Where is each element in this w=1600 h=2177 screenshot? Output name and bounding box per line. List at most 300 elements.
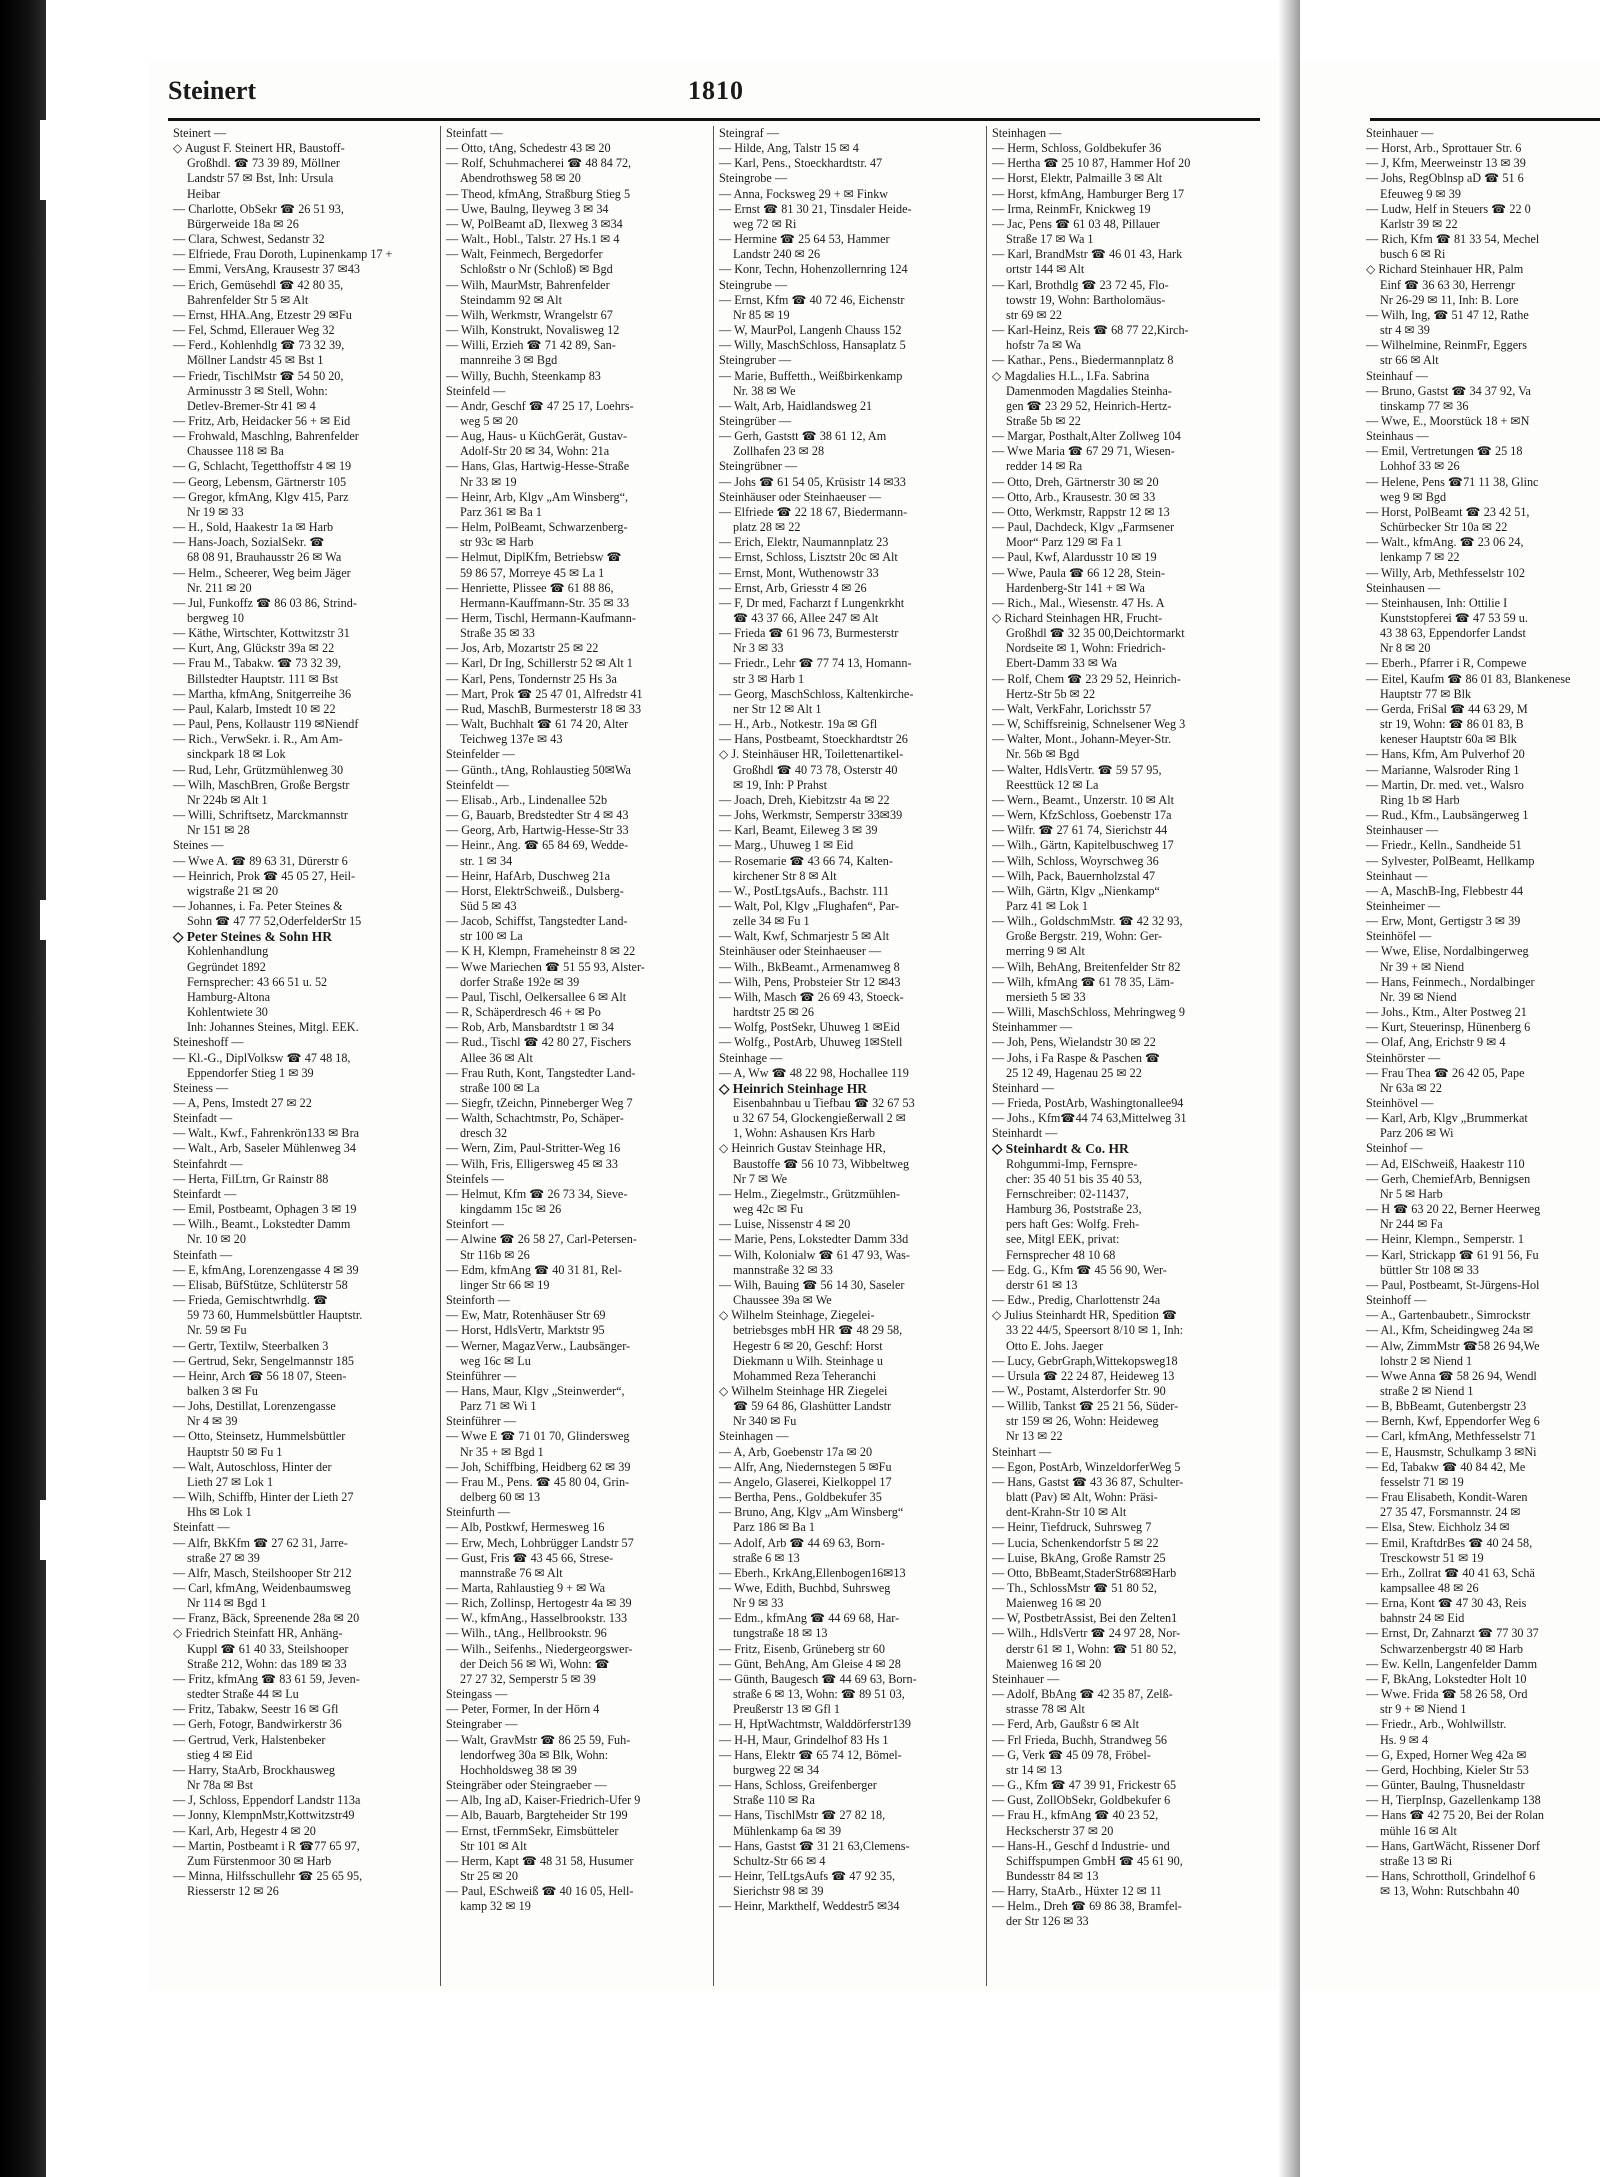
entry-line: — Friedr, TischlMstr ☎ 54 50 20, [173,368,344,383]
entry-line: — Irma, ReinmFr, Knickweg 19 [992,201,1151,216]
entry-line: — Horst, PolBeamt ☎ 23 42 51, [1366,504,1530,519]
entry-line: — Rob, Arb, Mansbardtstr 1 ✉ 34 [446,1020,614,1035]
entry-line: str. 1 ✉ 34 [460,853,513,868]
entry-line: str 69 ✉ 22 [1006,307,1062,322]
entry-line: Nordseite ✉ 1, Wohn: Friedrich- [1006,641,1166,656]
entry-line: lenkamp 7 ✉ 22 [1380,550,1460,565]
entry-line: Steinfath — [173,1247,233,1262]
entry-line: — Paul, Postbeamt, St-Jürgens-Hol [1366,1277,1540,1292]
entry-line: platz 28 ✉ 22 [733,520,801,535]
entry-line: Chaussee 118 ✉ Ba [187,444,284,459]
entry-line: — Rolf, Chem ☎ 23 29 52, Heinrich- [992,671,1181,686]
entry-line: — Paul, ESchweiß ☎ 40 16 05, Hell- [446,1884,634,1899]
entry-line: Steinhaut — [1366,868,1428,883]
entry-line: — Erich, Gemüsehdl ☎ 42 80 35, [173,277,344,292]
entry-line: mannstraße 76 ✉ Alt [460,1565,563,1580]
entry-line: Nr 39 + ✉ Niend [1380,959,1465,974]
entry-line: — Heinr, Markthelf, Weddestr5 ✉34 [719,1899,900,1914]
entry-line: — Alfr, Ang, Niedernstegen 5 ✉Fu [719,1459,892,1474]
entry-line: — Helmut, Kfm ☎ 26 73 34, Sieve- [446,1186,628,1201]
entry-line: Steinfahrdt — [173,1156,243,1171]
entry-line: — Wilh, kfmAng ☎ 61 78 35, Läm- [992,974,1175,989]
entry-line: — Georg, Arb, Hartwig-Hesse-Str 33 [446,823,629,838]
entry-line: Nr 19 ✉ 33 [187,504,244,519]
entry-line: Hauptstr 77 ✉ Blk [1380,686,1472,701]
entry-line: Ring 1b ✉ Harb [1380,792,1460,807]
entry-line: — Mart, Prok ☎ 25 47 01, Alfredstr 41 [446,686,643,701]
entry-line: — Friedr., Arb., Wohlwillstr. [1366,1717,1507,1732]
entry-line: — Gerda, FriSal ☎ 44 63 29, M [1366,701,1528,716]
entry-line: — Walter, Mont., Johann-Meyer-Str. [992,732,1172,747]
entry-line: Nr 3 ✉ 33 [733,641,784,656]
entry-line: Str 116b ✉ 26 [460,1247,530,1262]
entry-line: Steingraber — [446,1717,518,1732]
entry-line: — A, Ww ☎ 48 22 98, Hochallee 119 [719,1065,909,1080]
entry-line: Steinhäuser oder Steinhaeuser — [719,944,882,959]
entry-line: — Wilh., Seifenhs., Niedergeorgswer- [446,1641,633,1656]
entry-line: mersieth 5 ✉ 33 [1006,989,1086,1004]
entry-line: — Gust, ZollObSekr, Goldbekufer 6 [992,1793,1171,1808]
entry-line: weg 72 ✉ Ri [733,216,797,231]
entry-line: Große Bergstr. 219, Wohn: Ger- [1006,929,1163,944]
entry-line: — Bruno, Gastst ☎ 34 37 92, Va [1366,383,1531,398]
entry-line: busch 6 ✉ Ri [1380,247,1446,262]
entry-line: — Andr, Geschf ☎ 47 25 17, Loehrs- [446,398,634,413]
running-head-name: Steinert [168,76,257,105]
entry-line: — Ernst, Mont, Wuthenowstr 33 [719,565,879,580]
entry-line: — Hans, Gastst ☎ 43 36 87, Schulter- [992,1474,1184,1489]
page-number: 1810 [688,76,744,105]
entry-line: Steinheimer — [1366,898,1441,913]
entry-line: — Helm, PolBeamt, Schwarzenberg- [446,520,628,535]
entry-line: burgweg 22 ✉ 34 [733,1762,820,1777]
entry-line: Steingraf — [719,126,779,140]
entry-line: Riesserstr 12 ✉ 26 [187,1884,279,1899]
entry-line: — Helm., Ziegelmstr., Grützmühlen- [719,1186,901,1201]
entry-line: — Joach, Dreh, Kiebitzstr 4a ✉ 22 [719,792,890,807]
entry-line: — Georg, Lebensm, Gärtnerstr 105 [173,474,347,489]
entry-line: Hertz-Str 5b ✉ 22 [1006,686,1096,701]
entry-line: — Karl, Arb, Hegestr 4 ✉ 20 [173,1823,316,1838]
entry-line: Kuppl ☎ 61 40 33, Steilshooper [187,1641,349,1656]
entry-line: ☎ 43 37 66, Allee 247 ✉ Alt [733,611,879,625]
entry-line: ◇ Julius Steinhardt HR, Spedition ☎ [992,1308,1178,1323]
entry-line: redder 14 ✉ Ra [1006,459,1083,474]
entry-line: Steinhardt — [992,1126,1058,1141]
entry-line: Baustoffe ☎ 56 10 73, Wibbeltweg [733,1156,910,1171]
entry-line: — Wolfg., PostArb, Uhuweg 1✉Stell [719,1035,903,1050]
page-header [168,76,1258,116]
entry-line: — Karl, Strickapp ☎ 61 91 56, Fu [1366,1247,1539,1262]
entry-line: Nr 33 ✉ 19 [460,474,517,489]
entry-line: — Hans, GartWächt, Rissener Dorf [1366,1838,1540,1853]
entry-line: Steinhart — [992,1444,1052,1459]
entry-line: — Gust, Fris ☎ 43 45 66, Strese- [446,1550,614,1565]
entry-line: — Wilh, Fris, Elligersweg 45 ✉ 33 [446,1156,618,1171]
entry-line: ortstr 144 ✉ Alt [1006,262,1085,277]
entry-line: — Walt, Feinmech, Bergedorfer [446,247,603,262]
entry-line: — Aug, Haus- u KüchGerät, Gustav- [446,429,628,444]
entry-line: — Harry, StaArb, Brockhausweg [173,1762,336,1777]
entry-line: — Otto, Steinsetz, Hummelsbüttler [173,1429,346,1444]
entry-line: — Hans, Gastst ☎ 31 21 63,Clemens- [719,1838,910,1853]
entry-line: mannreihe 3 ✉ Bgd [460,353,558,368]
entry-line: Nr 78a ✉ Bst [187,1778,254,1793]
entry-line: — Frl Frieda, Buchh, Strandweg 56 [992,1732,1168,1747]
entry-line: Steinhard — [992,1080,1054,1095]
entry-line: — Frohwald, Maschlng, Bahrenfelder [173,429,359,444]
entry-line: cher: 35 40 51 bis 35 40 53, [1006,1171,1143,1186]
entry-line: — Emil, Postbeamt, Ophagen 3 ✉ 19 [173,1202,357,1217]
entry-line: — H, HptWachtmstr, Walddörferstr139 [719,1717,911,1732]
entry-line: ✉ 19, Inh: P Prahst [733,777,828,792]
entry-line: — Johs, Destillat, Lorenzengasse [173,1399,336,1414]
entry-line: — Hans, TischlMstr ☎ 27 82 18, [719,1808,886,1823]
entry-line: hofstr 7a ✉ Wa [1006,338,1082,353]
entry-line: — F, Dr med, Facharzt f Lungenkrkht [719,595,905,610]
entry-line: — Heinr, Arb, Klgv „Am Winsberg“, [446,489,629,504]
entry-line: — Johs ☎ 61 54 05, Krüsistr 14 ✉33 [719,474,906,489]
entry-line: ◇ Richard Steinhagen HR, Frucht- [992,611,1163,625]
entry-line: derstr 61 ✉ 1, Wohn: ☎ 51 80 52, [1006,1641,1177,1656]
entry-line: — Gerh, ChemiefArb, Bennigsen [1366,1171,1531,1186]
entry-line: — Ernst, tFernmSekr, Eimsbütteler [446,1823,619,1838]
entry-line: — Wilh, Kolonialw ☎ 61 47 93, Was- [719,1247,910,1262]
entry-line: — Karl, Dr Ing, Schillerstr 52 ✉ Alt 1 [446,656,633,671]
entry-line: — Wilhelmine, ReinmFr, Eggers [1366,338,1527,353]
entry-line: weg 16c ✉ Lu [460,1353,531,1368]
entry-line: — Herm, Tischl, Hermann-Kaufmann- [446,611,636,625]
entry-line: — Lucia, Schenkendorfstr 5 ✉ 22 [992,1535,1159,1550]
entry-line: derstr 61 ✉ 13 [1006,1277,1078,1292]
entry-line: — Walt, Arb, Haidlandsweg 21 [719,398,873,413]
entry-line: — Wilh., Gärtn, Kapitelbuschweg 17 [992,838,1174,853]
entry-line: 43 38 63, Eppendorfer Landst [1380,626,1526,641]
entry-line: — Erh., Zollrat ☎ 40 41 63, Schä [1366,1565,1535,1580]
entry-line: Straße 212, Wohn: das 189 ✉ 33 [187,1656,347,1671]
entry-line: — Ferd, Arb, Gaußstr 6 ✉ Alt [992,1717,1139,1732]
entry-line: — G., Kfm ☎ 47 39 91, Frickestr 65 [992,1778,1177,1793]
entry-line: Kohlentwiete 30 [187,1005,268,1020]
entry-line: Steinfatt — [173,1520,230,1535]
entry-line: — Heinr, Arch ☎ 56 18 07, Steen- [173,1368,347,1383]
entry-line: — Paul, Kwf, Alardusstr 10 ✉ 19 [992,550,1157,565]
entry-line: Nr 114 ✉ Bgd 1 [187,1596,267,1611]
entry-line: — Wilh., tAng., Hellbrookstr. 96 [446,1626,607,1641]
entry-line: Heibar [187,186,221,201]
entry-line: — Hans, Elektr ☎ 65 74 12, Bömel- [719,1747,902,1762]
entry-line: — Erich, Elektr, Naumannplatz 23 [719,535,889,550]
entry-line: straße 13 ✉ Ri [1380,1853,1453,1868]
entry-line: dorfer Straße 192e ✉ 39 [460,974,580,989]
entry-line: — G, Bauarb, Bredstedter Str 4 ✉ 43 [446,808,629,823]
entry-line: — Willi, Erzieh ☎ 71 42 89, San- [446,338,616,353]
entry-line: Steinfeldt — [446,777,509,792]
entry-line: — Wwe E ☎ 71 01 70, Glindersweg [446,1429,630,1444]
entry-line: — W, PolBeamt aD, Ilexweg 3 ✉34 [446,216,623,231]
entry-line: — Friedr., Kelln., Sandheide 51 [1366,838,1522,853]
entry-line: — Heinr, TelLtgsAufs ☎ 47 92 35, [719,1868,896,1883]
entry-line: Straße 17 ✉ Wa 1 [1006,232,1094,247]
entry-line: — Emmi, VersAng, Krausestr 37 ✉43 [173,262,361,277]
entry-line: — Johs, Werkmstr, Semperstr 33✉39 [719,808,903,823]
entry-line: — Otto, BbBeamt,StaderStr68✉Harb [992,1565,1177,1580]
entry-line: Diekmann u Wilh. Steinhage u [733,1353,883,1368]
entry-line: Abendrothsweg 58 ✉ 20 [460,171,581,186]
entry-line: Steinhage — [719,1050,783,1065]
entry-line: Teichweg 137e ✉ 43 [460,732,563,747]
entry-line: — Ernst, HHA.Ang, Etzestr 29 ✉Fu [173,307,352,322]
entry-line: — H., Arb., Notkestr. 19a ✉ Gfl [719,717,878,732]
entry-line: — B, BbBeamt, Gutenbergstr 23 [1366,1399,1527,1414]
entry-line: — Johs, i Fa Raspe & Paschen ☎ [992,1050,1161,1065]
entry-line: — Wilh, Gärtn, Klgv „Nienkamp“ [992,883,1160,898]
entry-line: — F, BkAng, Lokstedter Holt 10 [1366,1671,1527,1686]
entry-line: Steingruber — [719,353,792,368]
entry-line: Steinert — [173,126,227,140]
entry-line: der Deich 56 ✉ Wi, Wohn: ☎ [460,1656,610,1671]
entry-line: — Wilh., GoldschmMstr. ☎ 42 32 93, [992,914,1183,929]
entry-line: Hochholdsweg 38 ✉ 39 [460,1762,577,1777]
entry-line: — Wern, KfzSchloss, Goebenstr 17a [992,808,1172,823]
entry-line: — Paul, Tischl, Oelkersallee 6 ✉ Alt [446,989,627,1004]
entry-line: — Walth, Schachtmstr, Po, Schäper- [446,1111,624,1126]
entry-line: Hermann-Kauffmann-Str. 35 ✉ 33 [460,595,630,610]
next-page-rule [1370,118,1600,121]
entry-line: — Ew. Kelln, Langenfelder Damm [1366,1656,1538,1671]
entry-line: — K H, Klempn, Frameheinstr 8 ✉ 22 [446,944,636,959]
entry-line: — Luise, BkAng, Große Ramstr 25 [992,1550,1166,1565]
entry-line: — Johs, RegOblnsp aD ☎ 51 6 [1366,171,1524,186]
entry-line: — Edw., Predig, Charlottenstr 24a [992,1293,1161,1308]
entry-line: dresch 32 [460,1126,508,1141]
entry-line: — Ad, ElSchweiß, Haakestr 110 [1366,1156,1525,1171]
entry-line: — Martha, kfmAng, Snitgerreihe 36 [173,686,352,701]
scan-edge [0,0,46,2177]
entry-line: — Frau M., Tabakw. ☎ 73 32 39, [173,656,342,671]
entry-line: — E, kfmAng, Lorenzengasse 4 ✉ 39 [173,1262,359,1277]
entry-line: — Hans, Kfm, Am Pulverhof 20 [1366,747,1525,762]
entry-line: — Wilh., BkBeamt., Armenamweg 8 [719,959,900,974]
entry-line: — Alb, Postkwf, Hermesweg 16 [446,1520,605,1535]
entry-line: — W, PostbetrAssist, Bei den Zelten1 [992,1611,1178,1626]
entry-line: — Hans, Maur, Klgv „Steinwerder“, [446,1383,625,1398]
entry-line: — Willy, Buchh, Steenkamp 83 [446,368,601,383]
entry-line: kirchener Str 8 ✉ Alt [733,868,837,883]
entry-line: Tresckowstr 51 ✉ 19 [1380,1550,1484,1565]
entry-line: Steinhövel — [1366,1096,1434,1110]
entry-line: — Gregor, kfmAng, Klgv 415, Parz [173,489,349,504]
entry-line: blatt (Pav) ✉ Alt, Wohn: Präsi- [1006,1490,1158,1505]
entry-line: Eisenbahnbau u Tiefbau ☎ 32 67 53 [733,1096,915,1110]
entry-line: Nr 7 ✉ We [733,1171,788,1186]
entry-line: kampsallee 48 ✉ 26 [1380,1581,1479,1595]
entry-line: — Horst, Elektr, Palmaille 3 ✉ Alt [992,171,1163,186]
entry-line: — Heinr, Tiefdruck, Suhrsweg 7 [992,1520,1152,1535]
entry-line: 27 27 32, Semperstr 5 ✉ 39 [460,1671,596,1686]
entry-line: — Peter, Former, In der Hörn 4 [446,1702,600,1717]
entry-line: Detlev-Bremer-Str 41 ✉ 4 [187,398,316,413]
entry-line: — Hans, Feinmech., Nordalbinger [1366,974,1535,989]
entry-line: — Walt, Kwf, Schmarjestr 5 ✉ Alt [719,929,890,944]
entry-line: Fernschreiber: 02-11437, [1006,1186,1129,1201]
entry-line: — Siegfr, tZeichn, Pinneberger Weg 7 [446,1096,633,1110]
entry-line: — Karl, BrandMstr ☎ 46 01 43, Hark [992,247,1183,262]
entry-line: — Walt, GravMstr ☎ 86 25 59, Fuh- [446,1732,631,1747]
entry-line: Efeuweg 9 ✉ 39 [1380,186,1461,201]
next-page-column [1366,126,1600,1986]
entry-line: Landstr 240 ✉ 26 [733,247,821,262]
entry-line: bahnstr 24 ✉ Eid [1380,1611,1465,1626]
entry-line: Steingrube — [719,277,788,292]
entry-line: — Willib, Tankst ☎ 25 21 56, Süder- [992,1399,1179,1414]
entry-line: Schürbecker Str 10a ✉ 22 [1380,520,1508,535]
entry-line: — Karl, Arb, Klgv „Brummerkat [1366,1111,1528,1126]
entry-line: — Alb, Ing aD, Kaiser-Friedrich-Ufer 9 [446,1793,641,1808]
entry-line: — Wilh, Schiffb, Hinter der Lieth 27 [173,1490,354,1505]
entry-line: — A, Arb, Goebenstr 17a ✉ 20 [719,1444,873,1459]
entry-line: Steinfeld — [446,383,506,398]
book-gutter [1278,0,1300,2177]
entry-line: — Wwe Mariechen ☎ 51 55 93, Alster- [446,959,645,974]
entry-line: u 32 67 54, Glockengießerwall 2 ✉ [733,1111,907,1126]
entry-line: — Al., Kfm, Scheidingweg 24a ✉ [1366,1323,1534,1338]
entry-line: — Wwe A. ☎ 89 63 31, Dürerstr 6 [173,853,348,868]
entry-line: — Wilh, Bauing ☎ 56 14 30, Saseler [719,1277,905,1292]
entry-line: — Rud., Tischl ☎ 42 80 27, Fischers [446,1035,632,1050]
entry-line: — Heinr, Klempn., Semperstr. 1 [1366,1232,1524,1247]
entry-line: — Martin, Postbeamt i R ☎77 65 97, [173,1838,360,1853]
entry-line: 59 73 60, Hummelsbüttler Hauptstr. [187,1308,363,1323]
entry-line: — Sylvester, PolBeamt, Hellkamp [1366,853,1535,868]
entry-line: wigstraße 21 ✉ 20 [187,883,279,898]
entry-line: — Wilh., HdlsVertr ☎ 24 97 28, Nor- [992,1626,1181,1641]
entry-line: — Fritz, Eisenb, Grüneberg str 60 [719,1641,885,1656]
entry-line: Hhs ✉ Lok 1 [187,1505,252,1520]
entry-line: — Rud, Lehr, Grützmühlenweg 30 [173,762,344,777]
entry-line: ◇ Steinhardt & Co. HR [992,1141,1129,1157]
entry-line: Steinhagen — [992,126,1062,140]
entry-line: — Herta, FilLtrn, Gr Rainstr 88 [173,1171,329,1186]
entry-line: — Wwe, Edith, Buchbd, Suhrsweg [719,1581,891,1595]
entry-line: — J, Schloss, Eppendorf Landstr 113a [173,1793,361,1808]
entry-line: — H., Sold, Haakestr 1a ✉ Harb [173,520,334,535]
entry-line: — Jul, Funkoffz ☎ 86 03 86, Strind- [173,595,357,610]
entry-line: — Hermine ☎ 25 64 53, Hammer [719,232,890,247]
entry-line: — Walt., Kwf., Fahrenkrön133 ✉ Bra [173,1126,360,1141]
entry-line: — Konr, Techn, Hohenzollernring 124 [719,262,908,277]
entry-line: Steinfurth — [446,1505,510,1520]
entry-line: ◇ Magdalies H.L., I.Fa. Sabrina [992,368,1150,383]
entry-line: Steinhauer — [1366,126,1434,140]
entry-line: — Elisab., Arb., Lindenallee 52b [446,792,608,807]
entry-line: — Eitel, Kaufm ☎ 86 01 83, Blankenese [1366,671,1571,686]
entry-line: Adolf-Str 20 ✉ 34, Wohn: 21a [460,444,610,459]
entry-line: — A., Gartenbaubetr., Simrockstr [1366,1308,1531,1323]
entry-line: Bundesstr 84 ✉ 13 [1006,1868,1099,1883]
entry-line: — G, Exped, Horner Weg 42a ✉ [1366,1747,1527,1762]
entry-line: ◇ Wilhelm Steinhage HR Ziegelei [719,1383,888,1398]
column-2 [441,126,714,1986]
entry-line: — Karl-Heinz, Reis ☎ 68 77 22,Kirch- [992,323,1189,338]
entry-line: lendorfweg 30a ✉ Blk, Wohn: [460,1747,609,1762]
entry-line: — Wilh, Schloss, Woyrschweg 36 [992,853,1159,868]
entry-line: — Horst, ElektrSchweiß., Dulsberg- [446,883,624,898]
entry-line: — Wilh, Masch ☎ 26 69 43, Stoeck- [719,989,904,1004]
entry-line: — Paul, Dachdeck, Klgv „Farmsener [992,520,1175,535]
entry-line: Bahrenfelder Str 5 ✉ Alt [187,292,309,307]
entry-line: — Frau Ruth, Kont, Tangstedter Land- [446,1065,636,1080]
entry-line: — Minna, Hilfsschullehr ☎ 25 65 95, [173,1868,363,1883]
entry-line: straße 100 ✉ La [460,1080,540,1095]
entry-line: — Wilh, Konstrukt, Novalisweg 12 [446,323,620,338]
entry-line: — Alb, Bauarb, Bargteheider Str 199 [446,1808,628,1823]
entry-line: Damenmoden Magdalies Steinha- [1006,383,1172,398]
entry-line: — Ernst, Dr, Zahnarzt ☎ 77 30 37 [1366,1626,1539,1641]
entry-line: — Walt, Autoschloss, Hinter der [173,1459,332,1474]
entry-line: — Wwe Maria ☎ 67 29 71, Wiesen- [992,444,1175,459]
entry-line: — Martin, Dr. med. vet., Walsro [1366,777,1524,792]
entry-line: kingdamm 15c ✉ 26 [460,1202,562,1217]
entry-line: Schwarzenbergstr 40 ✉ Harb [1380,1641,1523,1656]
entry-line: Nr. 38 ✉ We [733,383,796,398]
entry-line: — Wilh, MaurMstr, Bahrenfelder [446,277,610,292]
entry-line: — Wwe Anna ☎ 58 26 94, Wendl [1366,1368,1537,1383]
entry-line: — Johs., Ktm., Alter Postweg 21 [1366,1005,1527,1020]
entry-line: — Carl, kfmAng, Methfesselstr 71 [1366,1429,1536,1444]
entry-line: merring 9 ✉ Alt [1006,944,1085,959]
entry-line: Steinhörster — [1366,1050,1441,1065]
entry-line: — Emil, KraftdrBes ☎ 40 24 58, [1366,1535,1533,1550]
entry-line: Steinhoff — [1366,1293,1427,1308]
entry-line: Großhdl ☎ 32 35 00,Deichtormarkt [1006,626,1185,641]
entry-line: — A, MaschB-Ing, Flebbestr 44 [1366,883,1524,898]
entry-line: stieg 4 ✉ Eid [187,1747,253,1762]
entry-line: — Frieda, Gemischtwrhdlg. ☎ [173,1293,328,1308]
entry-line: zelle 34 ✉ Fu 1 [733,914,810,929]
entry-line: — H, TierpInsp, Gazellenkamp 138 [1366,1793,1541,1808]
entry-line: Steinforth — [446,1293,510,1308]
entry-line: Möllner Landstr 45 ✉ Bst 1 [187,353,324,368]
entry-line: — Karl, Brothdlg ☎ 23 72 45, Flo- [992,277,1169,292]
entry-line: — E, Hausmstr, Schulkamp 3 ✉Ni [1366,1444,1537,1459]
entry-line: Mohammed Reza Teheranchi [733,1368,877,1383]
entry-line: 27 35 47, Forsmannstr. 24 ✉ [1380,1505,1521,1520]
entry-line: — Egon, PostArb, WinzeldorferWeg 5 [992,1459,1181,1474]
entry-line: — Gerd, Hochbing, Kieler Str 53 [1366,1762,1529,1777]
entry-line: Einf ☎ 36 63 30, Herrengr [1380,277,1515,292]
entry-line: Sohn ☎ 47 77 52,OderfelderStr 15 [187,914,362,929]
entry-line: 1, Wohn: Ashausen Krs Harb [733,1126,875,1141]
entry-line: Lohhof 33 ✉ 26 [1380,459,1460,474]
entry-line: — Fel, Schmd, Ellerauer Weg 32 [173,323,335,338]
entry-line: — Ernst, Kfm ☎ 40 72 46, Eichenstr [719,292,905,307]
entry-line: — Kl.-G., DiplVolksw ☎ 47 48 18, [173,1050,351,1065]
entry-line: Nr 8 ✉ 20 [1380,641,1431,656]
entry-line: — Marta, Rahlaustieg 9 + ✉ Wa [446,1581,606,1595]
entry-line: ☎ 59 64 86, Glashütter Landstr [733,1399,892,1414]
entry-line: Mühlenkamp 6a ✉ 39 [733,1823,842,1838]
entry-line: — G, Verk ☎ 45 09 78, Fröbel- [992,1747,1151,1762]
entry-line: delberg 60 ✉ 13 [460,1490,541,1505]
entry-line: Arminusstr 3 ✉ Stell, Wohn: [187,383,328,398]
entry-line: — Olaf, Ang, Erichstr 9 ✉ 4 [1366,1035,1506,1050]
entry-line: — Bertha, Pens., Goldbekufer 35 [719,1490,882,1505]
entry-line: — Alfr, Masch, Steilshooper Str 212 [173,1565,352,1580]
entry-line: — Walt., Arb, Saseler Mühlenweg 34 [173,1141,356,1156]
entry-line: Parz 71 ✉ Wi 1 [460,1399,537,1414]
entry-line: — Ernst ☎ 81 30 21, Tinsdaler Heide- [719,201,912,216]
